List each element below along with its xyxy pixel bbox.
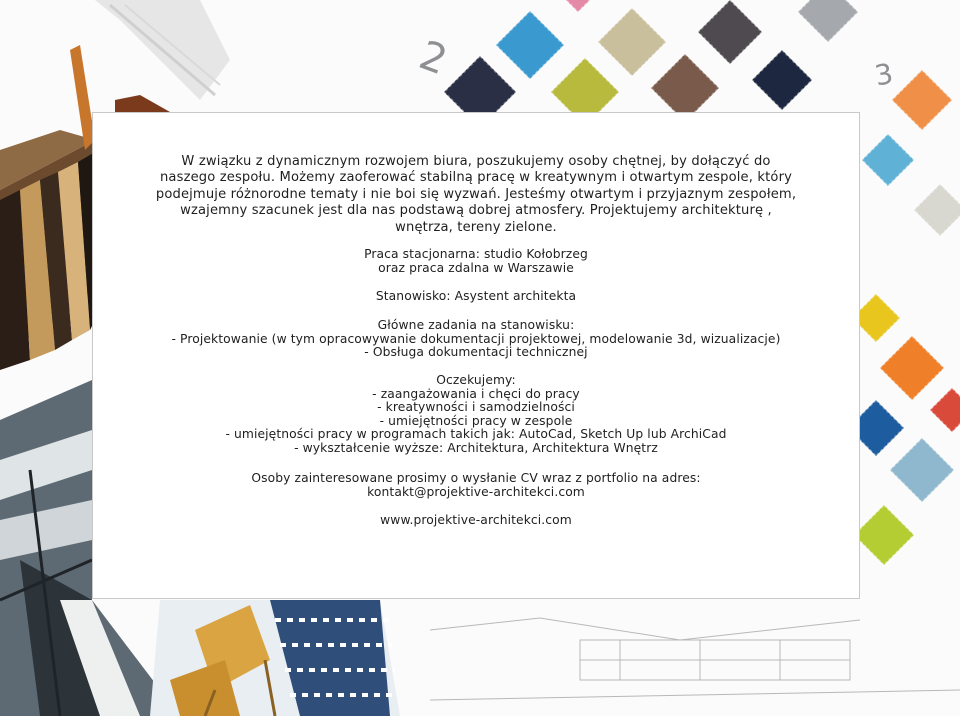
fabric-swatch [854,505,914,565]
requirement-item: - kreatywności i samodzielności [377,400,575,415]
requirement-item: - zaangażowania i chęci do pracy [372,386,580,401]
swatch-number-3: 3 [872,56,896,93]
fabric-swatch [890,438,954,502]
floor-photo [150,600,400,716]
technical-drawing [430,618,960,700]
fabric-swatch [862,134,914,186]
swatch-number-2: 2 [413,32,454,85]
fabric-swatch [598,8,666,76]
fabric-swatch [880,336,944,400]
job-posting-card [92,112,860,599]
fabric-swatch [698,0,762,64]
duty-item: - Obsługa dokumentacji technicznej [364,345,588,360]
fabric-swatch [930,388,960,432]
requirements-section [93,374,859,456]
website-link[interactable]: www.projektive-architekci.com [380,513,572,527]
position-section [93,290,859,304]
requirements-heading: Oczekujemy: [436,373,516,387]
intro-paragraph: W związku z dynamicznym rozwojem biura, poszukujemy osoby chętnej, by dołączyć do naszego zespołu. Możemy zaoferować stabilną pracę w kreatywnym i otwartym zespole, który podejmuje różnorodne tematy i nie boi się wyzwań. Jesteśmy otwartym i przyjaznym zespołem, wzajemny szacunek jest dla nas podstawą dobrej atmosfery. Projektujemy architekturę , wnętrza, tereny zielone. [155,154,797,235]
location-section [93,248,859,275]
requirement-item: - wykształcenie wyższe: Architektura, Architektura Wnętrz [294,440,658,455]
fabric-swatch [798,0,858,42]
position-title: Stanowisko: Asystent architekta [375,289,577,303]
contact-email[interactable]: kontakt@projektive-architekci.com [367,484,585,499]
contact-instructions: Osoby zainteresowane prosimy o wysłanie CV wraz z portfolio na adres: [251,471,701,485]
fabric-swatch [892,70,952,130]
website-section [93,514,859,528]
location-line-2: oraz praca zdalna w Warszawie [378,260,574,275]
duty-item: - Projektowanie (w tym opracowywanie dokumentacji projektowej, modelowanie 3d, wizualizacje) [171,331,781,346]
contact-section [93,472,859,499]
fabric-swatch [496,11,564,79]
fabric-swatch [556,0,600,12]
fabric-swatch [914,184,960,236]
requirement-item: - umiejętności pracy w zespole [379,413,573,428]
duties-heading: Główne zadania na stanowisku: [377,318,575,332]
fabric-swatch [752,50,812,110]
location-line-1: Praca stacjonarna: studio Kołobrzeg [364,247,588,261]
requirement-item: - umiejętności pracy w programach takich jak: AutoCad, Sketch Up lub ArchiCad [225,427,727,442]
duties-section [93,319,859,360]
